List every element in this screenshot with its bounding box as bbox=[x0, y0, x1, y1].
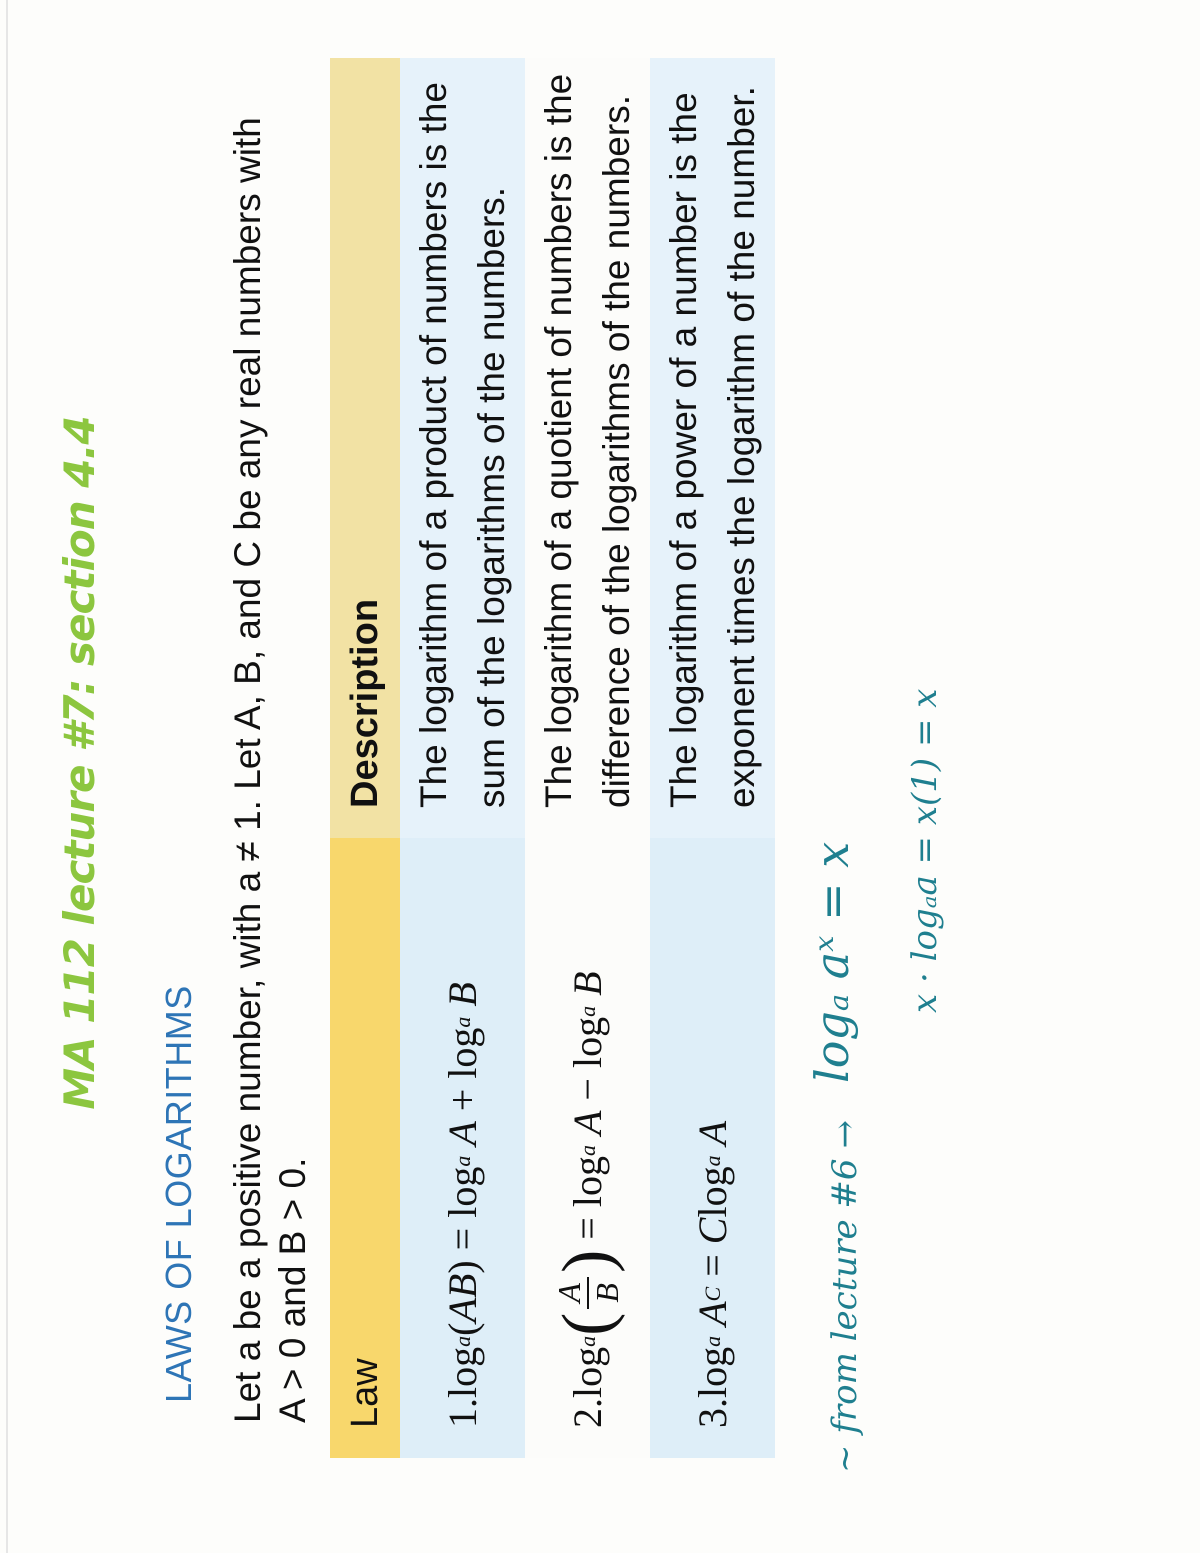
page-edge bbox=[6, 0, 8, 1553]
header-law: Law bbox=[343, 1358, 386, 1428]
intro-text bbox=[225, 23, 315, 1423]
law-2-formula: 2. log a ( A B ) = log a A − log a B bbox=[548, 971, 626, 1428]
law-1-formula: 1. log a ( AB ) = log a A + log a B bbox=[440, 982, 485, 1428]
law-1-number: 1. bbox=[440, 1398, 485, 1428]
lecture-title: MA 112 lecture #7: section 4.4 bbox=[55, 416, 104, 1110]
law-1-description: The logarithm of a product of numbers is the sum of the logarithms of the numbers. bbox=[400, 58, 525, 838]
arrow-icon: → bbox=[825, 1119, 865, 1149]
intro-line-2: A > 0 and B > 0. bbox=[272, 1157, 313, 1423]
section-heading: LAWS OF LOGARITHMS bbox=[158, 985, 199, 1403]
header-description: Description bbox=[330, 58, 400, 838]
law-2-number: 2. bbox=[565, 1398, 610, 1428]
table-row bbox=[650, 58, 775, 1458]
handwritten-equation-2: x · logₐa = x(1) = x bbox=[905, 688, 945, 1013]
handwritten-note bbox=[825, 1110, 865, 1473]
intro-line-1: Let a be a positive number, with a ≠ 1. Let A, B, and C be any real numbers with bbox=[227, 117, 268, 1423]
law-2-description: The logarithm of a quotient of numbers is the difference of the logarithms of the numbers. bbox=[537, 73, 637, 808]
table-row bbox=[400, 58, 525, 1458]
table-row bbox=[525, 58, 650, 1458]
law-3-formula: 3. log a A C = C log a A bbox=[690, 1120, 735, 1428]
law-3-description: The logarithm of a power of a number is the exponent times the logarithm of the number. bbox=[650, 58, 775, 838]
laws-table bbox=[330, 58, 775, 1458]
table-header-row bbox=[330, 58, 400, 1458]
handwritten-equation-1: logₐ aˣ = x bbox=[805, 841, 859, 1083]
law-3-number: 3. bbox=[690, 1398, 735, 1428]
handwritten-note-text: ~ from lecture #6 bbox=[825, 1158, 865, 1473]
